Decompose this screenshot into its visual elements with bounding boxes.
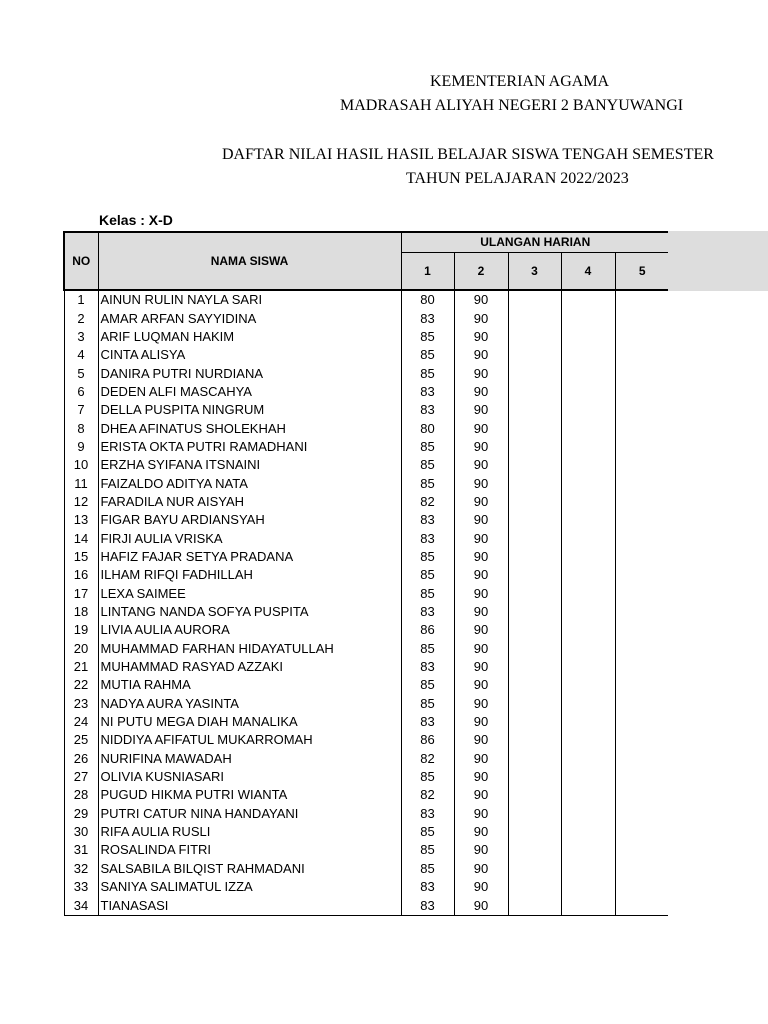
cell-uh-5 (615, 713, 668, 731)
cell-uh-2: 90 (454, 750, 508, 768)
column-group-ulangan-harian: ULANGAN HARIAN (401, 232, 668, 252)
grades-table (63, 231, 668, 951)
cell-no: 21 (64, 658, 98, 676)
cell-uh-2: 90 (454, 676, 508, 694)
cell-uh-1: 83 (401, 805, 454, 823)
column-header-name: NAMA SISWA (98, 232, 401, 290)
table-row (64, 658, 668, 676)
cell-uh-1: 83 (401, 401, 454, 419)
cell-uh-2: 90 (454, 621, 508, 639)
cell-uh-1: 86 (401, 731, 454, 749)
cell-uh-5 (615, 878, 668, 896)
cell-uh-1: 85 (401, 695, 454, 713)
cell-uh-3 (508, 713, 561, 731)
cell-uh-4 (561, 621, 615, 639)
cell-uh-3 (508, 676, 561, 694)
cell-student-name: FARADILA NUR AISYAH (98, 493, 401, 511)
header-ministry: KEMENTERIAN AGAMA (430, 73, 610, 90)
cell-uh-5 (615, 658, 668, 676)
cell-uh-2: 90 (454, 603, 508, 621)
cell-uh-1: 80 (401, 419, 454, 437)
cell-uh-3 (508, 731, 561, 749)
cell-uh-1: 83 (401, 511, 454, 529)
cell-no: 27 (64, 768, 98, 786)
cell-uh-4 (561, 823, 615, 841)
cell-uh-3 (508, 548, 561, 566)
cell-uh-1: 83 (401, 383, 454, 401)
cell-uh-1: 80 (401, 290, 454, 309)
cell-uh-3 (508, 456, 561, 474)
cell-uh-5 (615, 585, 668, 603)
cell-no: 17 (64, 585, 98, 603)
table-row (64, 548, 668, 566)
cell-student-name: DANIRA PUTRI NURDIANA (98, 364, 401, 382)
cell-student-name: LIVIA AULIA AURORA (98, 621, 401, 639)
cell-uh-5 (615, 438, 668, 456)
cell-uh-2: 90 (454, 548, 508, 566)
cell-uh-2: 90 (454, 493, 508, 511)
cell-uh-4 (561, 896, 615, 915)
cell-uh-3 (508, 878, 561, 896)
table-row (64, 676, 668, 694)
header-academic-year: TAHUN PELAJARAN 2022/2023 (406, 170, 629, 187)
cell-student-name: MUHAMMAD FARHAN HIDAYATULLAH (98, 640, 401, 658)
cell-uh-4 (561, 585, 615, 603)
cell-uh-4 (561, 474, 615, 492)
cell-uh-1: 85 (401, 768, 454, 786)
cell-no: 22 (64, 676, 98, 694)
cell-uh-2: 90 (454, 401, 508, 419)
cell-uh-2: 90 (454, 364, 508, 382)
cell-uh-2: 90 (454, 290, 508, 309)
cell-student-name: FAIZALDO ADITYA NATA (98, 474, 401, 492)
cell-uh-2: 90 (454, 713, 508, 731)
cell-uh-5 (615, 823, 668, 841)
cell-uh-4 (561, 676, 615, 694)
cell-uh-5 (615, 860, 668, 878)
cell-student-name: PUGUD HIKMA PUTRI WIANTA (98, 786, 401, 804)
cell-uh-3 (508, 474, 561, 492)
cell-student-name: NURIFINA MAWADAH (98, 750, 401, 768)
cell-student-name: ARIF LUQMAN HAKIM (98, 328, 401, 346)
header-school: MADRASAH ALIYAH NEGERI 2 BANYUWANGI (340, 97, 684, 114)
cell-uh-1: 85 (401, 676, 454, 694)
cell-uh-1: 83 (401, 309, 454, 327)
cell-uh-4 (561, 786, 615, 804)
cell-student-name: ERZHA SYIFANA ITSNAINI (98, 456, 401, 474)
cell-no: 11 (64, 474, 98, 492)
cell-uh-4 (561, 695, 615, 713)
cell-uh-4 (561, 401, 615, 419)
cell-no: 12 (64, 493, 98, 511)
cell-uh-3 (508, 566, 561, 584)
cell-uh-5 (615, 786, 668, 804)
cell-uh-1: 83 (401, 658, 454, 676)
cell-uh-4 (561, 309, 615, 327)
cell-uh-3 (508, 511, 561, 529)
cell-uh-4 (561, 493, 615, 511)
cell-uh-3 (508, 750, 561, 768)
table-row (64, 786, 668, 804)
cell-no: 18 (64, 603, 98, 621)
cell-uh-3 (508, 621, 561, 639)
cell-uh-3 (508, 860, 561, 878)
cell-student-name: ERISTA OKTA PUTRI RAMADHANI (98, 438, 401, 456)
cell-student-name: SANIYA SALIMATUL IZZA (98, 878, 401, 896)
table-row (64, 860, 668, 878)
cell-uh-2: 90 (454, 456, 508, 474)
cell-uh-2: 90 (454, 346, 508, 364)
cell-uh-3 (508, 383, 561, 401)
cell-uh-1: 85 (401, 438, 454, 456)
cell-no: 4 (64, 346, 98, 364)
cell-uh-3 (508, 309, 561, 327)
cell-no: 34 (64, 896, 98, 915)
cell-uh-5 (615, 640, 668, 658)
cell-student-name: LINTANG NANDA SOFYA PUSPITA (98, 603, 401, 621)
cell-uh-3 (508, 823, 561, 841)
cell-uh-2: 90 (454, 419, 508, 437)
cell-uh-4 (561, 878, 615, 896)
cell-uh-5 (615, 896, 668, 915)
table-row (64, 346, 668, 364)
cell-uh-2: 90 (454, 860, 508, 878)
cell-uh-5 (615, 695, 668, 713)
column-header-uh-3: 3 (508, 252, 561, 290)
table-row (64, 823, 668, 841)
cell-uh-2: 90 (454, 658, 508, 676)
cell-no: 32 (64, 860, 98, 878)
cell-student-name: HAFIZ FAJAR SETYA PRADANA (98, 548, 401, 566)
cell-uh-2: 90 (454, 640, 508, 658)
cell-uh-5 (615, 750, 668, 768)
cell-student-name: RIFA AULIA RUSLI (98, 823, 401, 841)
cell-uh-2: 90 (454, 841, 508, 859)
cell-uh-3 (508, 401, 561, 419)
table-row (64, 438, 668, 456)
cell-student-name: AINUN RULIN NAYLA SARI (98, 290, 401, 309)
cell-uh-1: 85 (401, 640, 454, 658)
cell-uh-5 (615, 328, 668, 346)
table-row (64, 585, 668, 603)
header-document-title: DAFTAR NILAI HASIL HASIL BELAJAR SISWA TENGAH SEMESTER (222, 146, 714, 163)
cell-no: 13 (64, 511, 98, 529)
table-row (64, 328, 668, 346)
cell-no: 6 (64, 383, 98, 401)
cell-uh-2: 90 (454, 786, 508, 804)
cell-uh-4 (561, 640, 615, 658)
cell-uh-2: 90 (454, 383, 508, 401)
cell-no: 8 (64, 419, 98, 437)
table-row (64, 364, 668, 382)
cell-uh-5 (615, 364, 668, 382)
cell-student-name: LEXA SAIMEE (98, 585, 401, 603)
cell-uh-1: 85 (401, 456, 454, 474)
cell-uh-4 (561, 456, 615, 474)
cell-uh-5 (615, 566, 668, 584)
cell-uh-2: 90 (454, 529, 508, 547)
cell-student-name: DEDEN ALFI MASCAHYA (98, 383, 401, 401)
cell-student-name: ILHAM RIFQI FADHILLAH (98, 566, 401, 584)
cell-uh-3 (508, 438, 561, 456)
cell-student-name: PUTRI CATUR NINA HANDAYANI (98, 805, 401, 823)
cell-uh-1: 82 (401, 493, 454, 511)
cell-no: 2 (64, 309, 98, 327)
table-row (64, 896, 668, 915)
cell-uh-4 (561, 438, 615, 456)
table-row (64, 731, 668, 749)
table-row (64, 805, 668, 823)
cell-uh-1: 85 (401, 548, 454, 566)
column-header-uh-5: 5 (615, 252, 668, 290)
cell-uh-4 (561, 529, 615, 547)
cell-uh-5 (615, 511, 668, 529)
cell-uh-2: 90 (454, 695, 508, 713)
cell-no: 14 (64, 529, 98, 547)
cell-student-name: TIANASASI (98, 896, 401, 915)
table-row (64, 621, 668, 639)
cell-uh-4 (561, 658, 615, 676)
cell-uh-4 (561, 383, 615, 401)
column-header-no: NO (64, 232, 98, 290)
cell-no: 7 (64, 401, 98, 419)
cell-uh-5 (615, 401, 668, 419)
cell-uh-5 (615, 805, 668, 823)
cell-uh-1: 85 (401, 841, 454, 859)
cell-uh-5 (615, 731, 668, 749)
cell-no: 16 (64, 566, 98, 584)
cell-uh-3 (508, 346, 561, 364)
cell-no: 28 (64, 786, 98, 804)
cell-uh-2: 90 (454, 768, 508, 786)
table-row (64, 566, 668, 584)
cell-no: 20 (64, 640, 98, 658)
table-row (64, 603, 668, 621)
cell-student-name: MUHAMMAD RASYAD AZZAKI (98, 658, 401, 676)
cell-student-name: SALSABILA BILQIST RAHMADANI (98, 860, 401, 878)
cell-uh-5 (615, 676, 668, 694)
cell-uh-1: 83 (401, 603, 454, 621)
cell-student-name: AMAR ARFAN SAYYIDINA (98, 309, 401, 327)
table-row (64, 309, 668, 327)
cell-student-name: DHEA AFINATUS SHOLEKHAH (98, 419, 401, 437)
cell-uh-4 (561, 603, 615, 621)
table-row (64, 401, 668, 419)
cell-uh-4 (561, 346, 615, 364)
cell-uh-1: 83 (401, 713, 454, 731)
cell-uh-3 (508, 529, 561, 547)
cell-no: 19 (64, 621, 98, 639)
table-row (64, 290, 668, 309)
cell-uh-4 (561, 419, 615, 437)
cell-student-name: ROSALINDA FITRI (98, 841, 401, 859)
cell-uh-3 (508, 841, 561, 859)
cell-uh-2: 90 (454, 805, 508, 823)
cell-no: 31 (64, 841, 98, 859)
cell-uh-1: 85 (401, 860, 454, 878)
cell-no: 30 (64, 823, 98, 841)
cell-no: 1 (64, 290, 98, 309)
cell-student-name: NI PUTU MEGA DIAH MANALIKA (98, 713, 401, 731)
cell-uh-5 (615, 383, 668, 401)
cell-uh-1: 83 (401, 896, 454, 915)
cell-uh-4 (561, 713, 615, 731)
grades-table-body (64, 290, 668, 915)
cell-uh-1: 85 (401, 585, 454, 603)
cell-uh-5 (615, 529, 668, 547)
cell-uh-1: 82 (401, 750, 454, 768)
table-row (64, 640, 668, 658)
cell-no: 9 (64, 438, 98, 456)
cell-uh-4 (561, 805, 615, 823)
cell-uh-4 (561, 290, 615, 309)
table-row (64, 750, 668, 768)
cell-uh-3 (508, 640, 561, 658)
cell-no: 10 (64, 456, 98, 474)
cell-uh-2: 90 (454, 585, 508, 603)
cell-no: 5 (64, 364, 98, 382)
cell-uh-5 (615, 456, 668, 474)
cell-uh-1: 85 (401, 346, 454, 364)
cell-uh-4 (561, 860, 615, 878)
cell-uh-3 (508, 658, 561, 676)
cell-no: 26 (64, 750, 98, 768)
table-row (64, 695, 668, 713)
cell-uh-5 (615, 841, 668, 859)
cell-uh-5 (615, 290, 668, 309)
cell-no: 15 (64, 548, 98, 566)
cell-student-name: OLIVIA KUSNIASARI (98, 768, 401, 786)
table-row (64, 511, 668, 529)
cell-uh-2: 90 (454, 438, 508, 456)
table-row (64, 456, 668, 474)
cell-uh-2: 90 (454, 896, 508, 915)
cell-uh-2: 90 (454, 309, 508, 327)
column-header-uh-2: 2 (454, 252, 508, 290)
cell-uh-2: 90 (454, 566, 508, 584)
cell-uh-4 (561, 841, 615, 859)
table-row (64, 493, 668, 511)
cell-uh-1: 85 (401, 474, 454, 492)
cell-uh-5 (615, 621, 668, 639)
cell-uh-2: 90 (454, 823, 508, 841)
cell-uh-2: 90 (454, 731, 508, 749)
cell-uh-3 (508, 493, 561, 511)
cell-uh-3 (508, 603, 561, 621)
cell-uh-1: 85 (401, 566, 454, 584)
cell-uh-4 (561, 511, 615, 529)
table-row (64, 768, 668, 786)
cell-uh-1: 83 (401, 878, 454, 896)
cell-uh-5 (615, 474, 668, 492)
table-row (64, 474, 668, 492)
class-label: Kelas : X-D (99, 212, 173, 228)
cell-uh-2: 90 (454, 511, 508, 529)
cell-uh-1: 85 (401, 364, 454, 382)
cell-uh-2: 90 (454, 878, 508, 896)
cell-uh-4 (561, 768, 615, 786)
table-row (64, 383, 668, 401)
cell-uh-3 (508, 585, 561, 603)
column-header-uh-4: 4 (561, 252, 615, 290)
cell-uh-3 (508, 364, 561, 382)
cell-uh-2: 90 (454, 474, 508, 492)
cell-student-name: DELLA PUSPITA NINGRUM (98, 401, 401, 419)
cell-student-name: NADYA AURA YASINTA (98, 695, 401, 713)
cell-uh-1: 85 (401, 823, 454, 841)
cell-uh-1: 85 (401, 328, 454, 346)
cell-uh-3 (508, 805, 561, 823)
column-header-uh-1: 1 (401, 252, 454, 290)
cell-student-name: CINTA ALISYA (98, 346, 401, 364)
cell-uh-3 (508, 695, 561, 713)
cell-no: 23 (64, 695, 98, 713)
cell-uh-5 (615, 419, 668, 437)
cell-no: 25 (64, 731, 98, 749)
cell-uh-5 (615, 603, 668, 621)
cell-no: 24 (64, 713, 98, 731)
cell-student-name: MUTIA RAHMA (98, 676, 401, 694)
cell-uh-3 (508, 419, 561, 437)
header-overflow-shade (668, 231, 768, 291)
cell-uh-2: 90 (454, 328, 508, 346)
cell-no: 3 (64, 328, 98, 346)
table-row (64, 713, 668, 731)
cell-uh-5 (615, 346, 668, 364)
cell-uh-5 (615, 493, 668, 511)
cell-uh-1: 83 (401, 529, 454, 547)
cell-student-name: FIGAR BAYU ARDIANSYAH (98, 511, 401, 529)
cell-uh-1: 82 (401, 786, 454, 804)
table-row (64, 841, 668, 859)
cell-uh-5 (615, 309, 668, 327)
cell-uh-5 (615, 768, 668, 786)
cell-uh-3 (508, 768, 561, 786)
cell-uh-5 (615, 548, 668, 566)
cell-uh-3 (508, 786, 561, 804)
cell-uh-1: 86 (401, 621, 454, 639)
table-row (64, 878, 668, 896)
table-row (64, 419, 668, 437)
cell-student-name: FIRJI AULIA VRISKA (98, 529, 401, 547)
cell-uh-4 (561, 548, 615, 566)
cell-student-name: NIDDIYA AFIFATUL MUKARROMAH (98, 731, 401, 749)
cell-uh-4 (561, 364, 615, 382)
cell-uh-3 (508, 328, 561, 346)
cell-no: 33 (64, 878, 98, 896)
cell-uh-4 (561, 328, 615, 346)
cell-uh-4 (561, 731, 615, 749)
cell-uh-3 (508, 290, 561, 309)
cell-uh-4 (561, 566, 615, 584)
cell-uh-4 (561, 750, 615, 768)
table-row (64, 529, 668, 547)
cell-uh-3 (508, 896, 561, 915)
cell-no: 29 (64, 805, 98, 823)
